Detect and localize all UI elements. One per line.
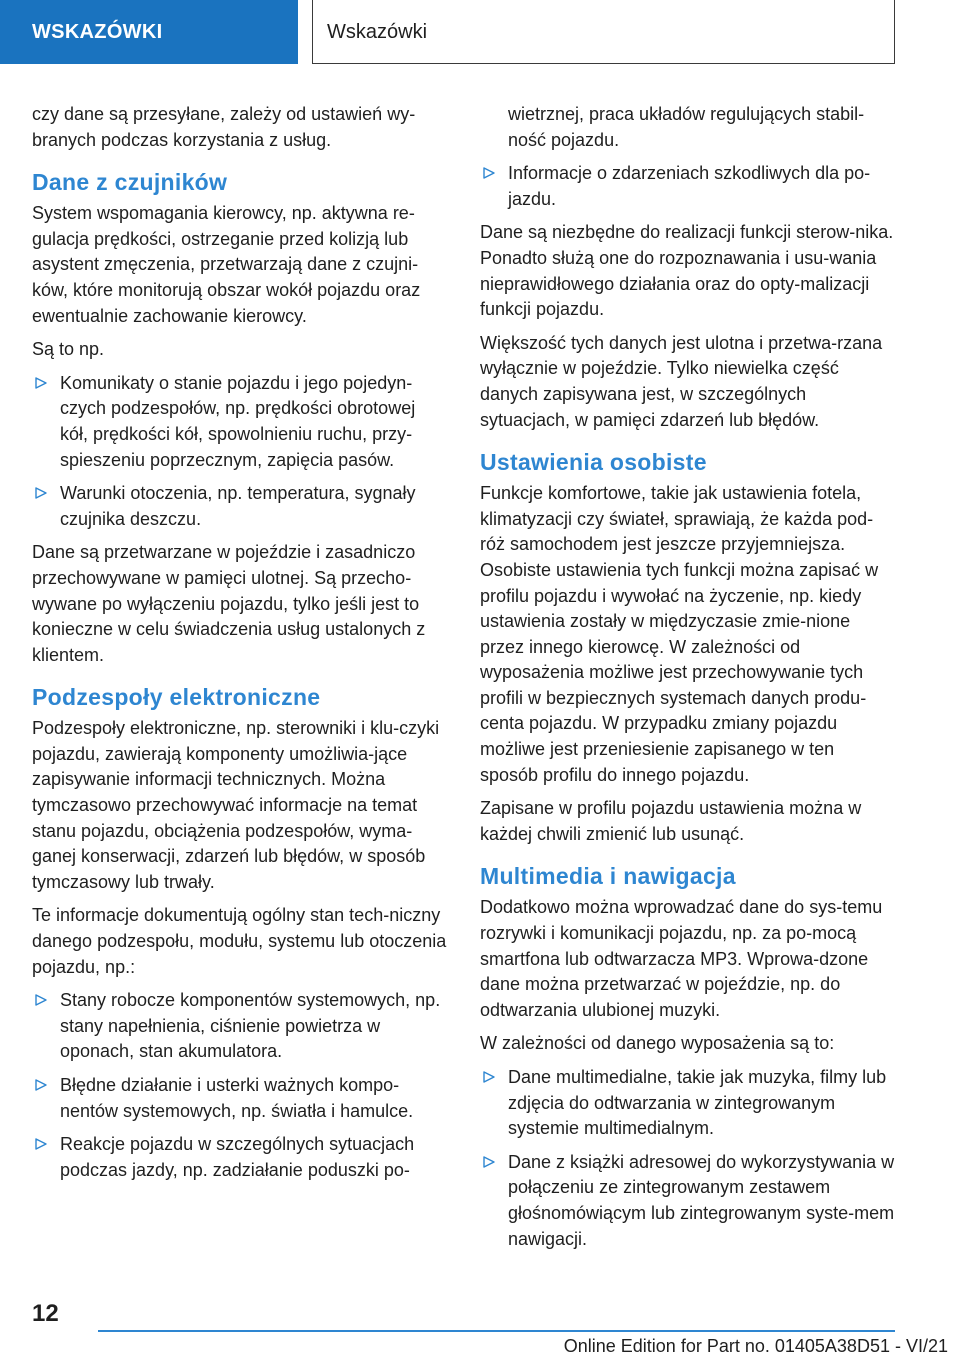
right-column <box>480 102 896 1260</box>
paragraph-depending-equipment: W zależności od danego wyposażenia są to: <box>480 1033 835 1054</box>
list-item-text: Dane multimedialne, takie jak muzyka, filmy lub zdjęcia do odtwarzania w zintegrowanym systemie multimedialnym. <box>508 1067 887 1139</box>
paragraph-intro: czy dane są przesyłane, zależy od ustawień wy-branych podczas korzystania z usług. <box>32 104 416 150</box>
paragraph-data-necessary: Dane są niezbędne do realizacji funkcji sterow-nika. Ponadto służą one do rozpoznawania i usu-wania nieprawidłowego działania oraz do opty-malizacji funkcji pojazdu. <box>480 222 894 320</box>
paragraph-volatile-memory: Dane są przetwarzane w pojeździe i zasadniczo przechowywane w pamięci ulotnej. Są przecho-wywane po wyłączeniu pojazdu, tylko jeśli jest to konieczne w celu świadczenia usług ustalonych z klientem. <box>32 542 426 665</box>
list-item-text: Błędne działanie i usterki ważnych kompo-nentów systemowych, np. światła i hamulce. <box>60 1075 414 1121</box>
paragraph-multimedia: Dodatkowo można wprowadzać dane do sys-temu rozrywki i komunikacji pojazdu, np. za po-mocą smartfona lub odtwarzacza MP3. Wprowa-dzone dane można przetwarzać w pojeździe, np. do odtwarzania ulubionej muzyki. <box>480 897 883 1020</box>
list-item-text: Warunki otoczenia, np. temperatura, sygnały czujnika deszczu. <box>60 483 416 529</box>
list-item <box>480 102 896 153</box>
footer-edition: Online Edition for Part no. 01405A38D51 - VI/21 <box>563 1336 948 1356</box>
paragraph-sensor-data: System wspomagania kierowcy, np. aktywna re-gulacja prędkości, ostrzeganie przed kolizją lub asystent zmęczenia, przetwarzają dane z czujni-ków, które monitorują obszar wokół pojazdu oraz ewentualnie zachowanie kierowcy. <box>32 203 421 326</box>
triangle-bullet-icon <box>482 1070 496 1084</box>
list-item <box>480 1150 896 1252</box>
heading-personal-settings: Ustawienia osobiste <box>480 449 707 476</box>
list-continued <box>480 102 896 212</box>
list-item <box>32 1132 448 1183</box>
list-item-text: Informacje o zdarzeniach szkodliwych dla po-jazdu. <box>508 163 871 209</box>
list-item <box>32 988 448 1065</box>
triangle-bullet-icon <box>482 166 496 180</box>
paragraph-data-majority: Większość tych danych jest ulotna i przetwa-rzana wyłącznie w pojeździe. Tylko niewielka część danych zapisywana jest, w szczególnych sytuacjach, w pamięci zdarzeń lub błędów. <box>480 332 883 430</box>
list-item <box>32 1073 448 1124</box>
list-multimedia-data <box>480 1065 896 1252</box>
triangle-bullet-icon <box>34 993 48 1007</box>
list-item <box>32 481 448 532</box>
heading-electronic-components: Podzespoły elektroniczne <box>32 684 321 711</box>
list-item <box>480 161 896 212</box>
triangle-bullet-icon <box>34 486 48 500</box>
triangle-bullet-icon <box>34 1078 48 1092</box>
list-item-text: Stany robocze komponentów systemowych, np. stany napełnienia, ciśnienie powietrza w oponach, stan akumulatora. <box>60 990 441 1062</box>
page-number: 12 <box>32 1300 59 1327</box>
list-item-text: Reakcje pojazdu w szczególnych sytuacjach podczas jazdy, np. zadziałanie poduszki po- <box>60 1134 415 1180</box>
footer-divider <box>98 1330 895 1332</box>
triangle-bullet-icon <box>482 1155 496 1169</box>
left-column <box>32 102 448 1191</box>
paragraph-personal-settings: Funkcje komfortowe, takie jak ustawienia fotela, klimatyzacji czy świateł, sprawiają, że każda pod-róż samochodem jest jeszcze przyjemniejsza. Osobiste ustawienia tych funkcji można zapisać w profilu pojazdu i wywołać na życzenie, np. kiedy ustawienia zostały w międzyczasie zmie-nione przez innego kierowcę. W zależności od wyposażenia możliwe jest przechowywanie tych profili w bezpiecznych systemach danych produ-centa pojazdu. W przypadku zmiany pojazdu możliwe jest przeniesienie zapisanego w ten sposób profilu do innego pojazdu. <box>480 483 879 785</box>
list-item-text: Komunikaty o stanie pojazdu i jego pojedyn-czych podzespołów, np. prędkości obrotowej kół, prędkości kół, spowolnieniu ruchu, przy-spieszeniu poprzecznym, zapięcia pasów. <box>60 372 416 470</box>
paragraph-saved-settings: Zapisane w profilu pojazdu ustawienia można w każdej chwili zmienić lub usunąć. <box>480 798 862 844</box>
section-tab: WSKAZÓWKI <box>0 0 298 64</box>
paragraph-electronic-components: Podzespoły elektroniczne, np. sterowniki i klu-czyki pojazdu, zawierają komponenty umożliwia-jące zapisywanie informacji technicznych. Można tymczasowo przechowywać informacje na temat stanu pojazdu, obciążenia podzespołów, wyma-ganej konserwacji, zdarzeń lub błędów, w sposób tymczasowy lub trwały. <box>32 718 440 892</box>
heading-sensor-data: Dane z czujników <box>32 169 228 196</box>
page-title: Wskazówki <box>312 0 895 64</box>
list-item-text: wietrznej, praca układów regulujących stabil-ność pojazdu. <box>508 104 865 150</box>
triangle-bullet-icon <box>34 1137 48 1151</box>
heading-multimedia-navigation: Multimedia i nawigacja <box>480 863 736 890</box>
list-item <box>480 1065 896 1142</box>
list-electronics-examples <box>32 988 448 1183</box>
list-sensor-examples <box>32 371 448 533</box>
list-item <box>32 371 448 473</box>
paragraph-technical-info: Te informacje dokumentują ogólny stan tech-niczny danego podzespołu, modułu, systemu lub otoczenia pojazdu, np.: <box>32 905 447 977</box>
triangle-bullet-icon <box>34 376 48 390</box>
paragraph-examples: Są to np. <box>32 339 105 360</box>
list-item-text: Dane z książki adresowej do wykorzystywania w połączeniu ze zintegrowanym zestawem głośnomówiącym lub zintegrowanym syste-mem nawigacji. <box>508 1151 895 1249</box>
